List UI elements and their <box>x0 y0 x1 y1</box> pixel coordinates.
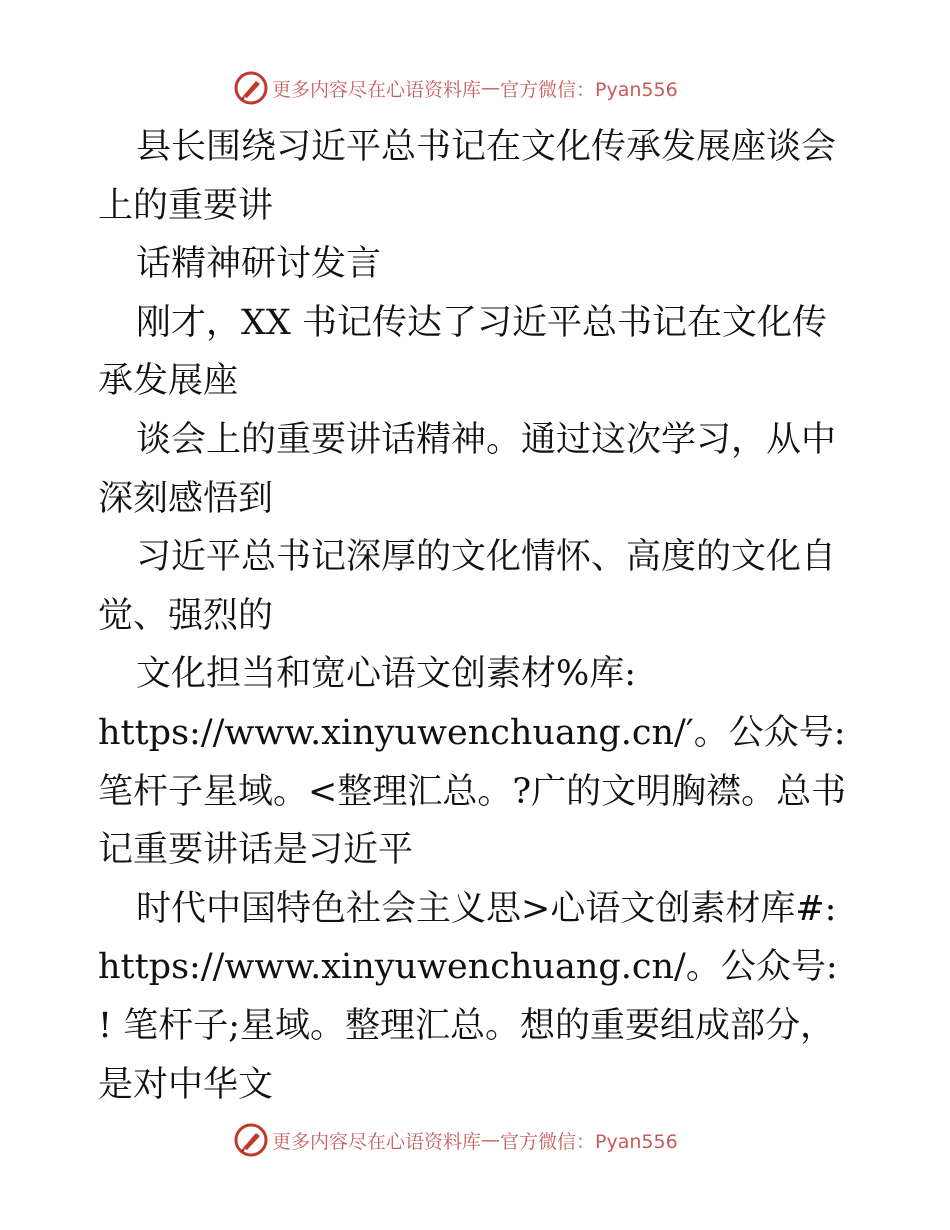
watermark-wechat: 官方微信：Pyan556 <box>500 78 678 101</box>
watermark-separator: — <box>481 1129 501 1151</box>
watermark-wechat: 官方微信：Pyan556 <box>500 1130 678 1153</box>
paragraph: 谈会上的重要讲话精神。通过这次学习，从中深刻感悟到 <box>98 419 837 519</box>
watermark-brand: 更多内容尽在心语资料库 <box>272 78 482 101</box>
paragraph: 时代中国特色社会主义思>心语文创素材库#: https://www.xinyuwenchuang.cn/。公众号: ! 笔杆子;星域。整理汇总。想的重要组成部分，是对中华文 <box>98 888 838 1105</box>
paragraph: 习近平总书记深厚的文化情怀、高度的文化自觉、强烈的 <box>98 537 837 636</box>
pen-logo-icon <box>234 1123 268 1157</box>
watermark-separator: — <box>481 77 501 99</box>
watermark-brand: 更多内容尽在心语资料库 <box>272 1130 482 1153</box>
paragraph: 刚才，XX 书记传达了习近平总书记在文化传承发展座 <box>98 302 827 402</box>
header-watermark <box>234 70 714 106</box>
paragraph: 县长围绕习近平总书记在文化传承发展座谈会上的重要讲 <box>98 127 837 226</box>
footer-watermark <box>234 1122 714 1158</box>
pen-logo-icon <box>234 71 268 105</box>
paragraph: 文化担当和宽心语文创素材%库: https://www.xinyuwenchuang.cn/′。公众号: 笔杆子星域。<整理汇总。?广的文明胸襟。总书记重要讲话是习近平 <box>98 654 847 871</box>
document-body <box>98 118 858 1114</box>
paragraph: 话精神研讨发言 <box>136 244 382 285</box>
